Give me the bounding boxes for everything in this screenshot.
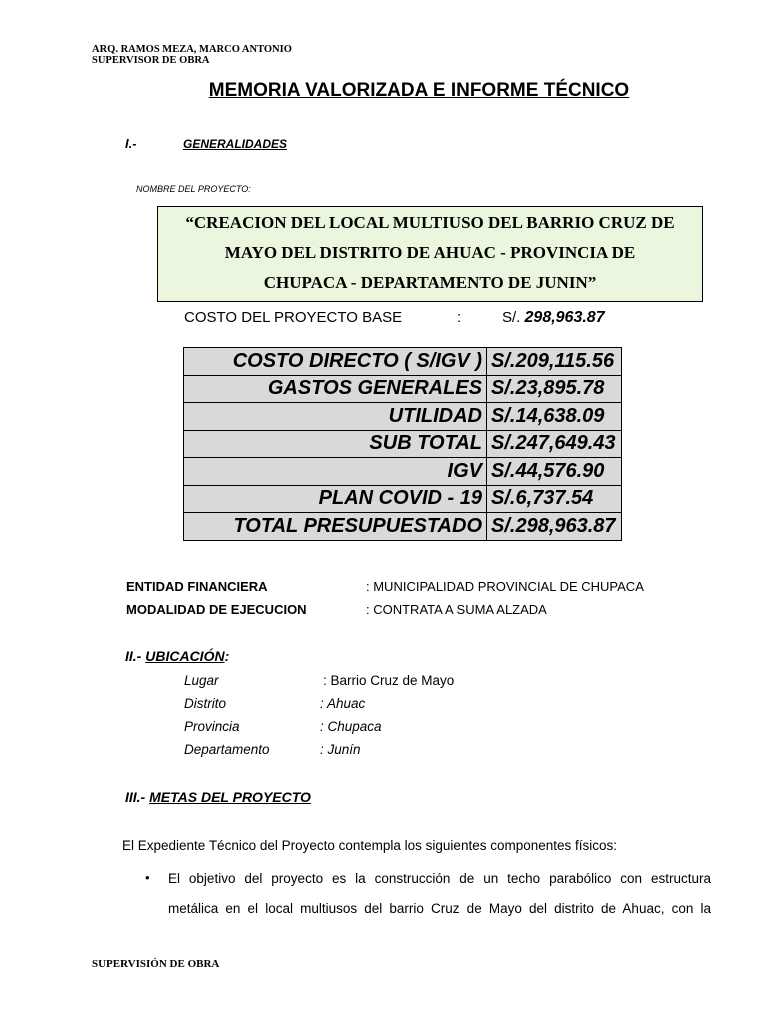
table-row (184, 375, 622, 403)
project-name-line: CHUPACA - DEPARTAMENTO DE JUNIN” (263, 273, 597, 292)
section3-title (125, 789, 311, 805)
bullet-line: metálica en el local multiusos del barrio Cruz de Mayo del distrito de Ahuac, con la (168, 901, 711, 916)
bullet-icon: • (145, 870, 150, 885)
budget-value: S/.247,649.43 (487, 430, 622, 458)
table-row (184, 403, 622, 431)
budget-label: IGV (184, 458, 487, 486)
section2-number: II.- (125, 648, 142, 664)
budget-value: S/.209,115.56 (487, 348, 622, 376)
section3-intro: El Expediente Técnico del Proyecto contempla los siguientes componentes físicos: (122, 838, 618, 853)
ubicacion-label: Departamento (184, 742, 270, 757)
section2-title (125, 648, 229, 664)
section2-heading: UBICACIÓN (145, 648, 225, 664)
project-name-label: NOMBRE DEL PROYECTO: (136, 184, 251, 194)
table-row (184, 458, 622, 486)
ubicacion-value: : Ahuac (320, 696, 366, 711)
page-title: MEMORIA VALORIZADA E INFORME TÉCNICO (208, 80, 630, 101)
header-author: ARQ. RAMOS MEZA, MARCO ANTONIO (92, 44, 292, 55)
ubicacion-label: Distrito (184, 696, 227, 711)
header-role: SUPERVISOR DE OBRA (92, 55, 210, 66)
entidad-label: ENTIDAD FINANCIERA (126, 579, 268, 594)
table-row (184, 430, 622, 458)
budget-label: COSTO DIRECTO ( S/IGV ) (184, 348, 487, 376)
base-cost-label: COSTO DEL PROYECTO BASE (184, 309, 403, 326)
section3-heading: METAS DEL PROYECTO (149, 789, 311, 805)
budget-value: S/.44,576.90 (487, 458, 622, 486)
budget-value: S/.23,895.78 (487, 375, 622, 403)
bullet-text (168, 864, 711, 924)
base-cost-amount: 298,963.87 (524, 309, 605, 326)
budget-label: PLAN COVID - 19 (184, 485, 487, 513)
modalidad-value: : CONTRATA A SUMA ALZADA (366, 602, 547, 617)
project-name (157, 206, 703, 298)
base-cost-value (502, 309, 605, 327)
budget-value: S/.14,638.09 (487, 403, 622, 431)
table-row (184, 348, 622, 376)
footer: SUPERVISIÓN DE OBRA (92, 958, 220, 970)
base-cost-separator: : (457, 309, 462, 326)
project-name-line: MAYO DEL DISTRITO DE AHUAC - PROVINCIA DE (224, 243, 636, 262)
budget-label: GASTOS GENERALES (184, 375, 487, 403)
budget-label: SUB TOTAL (184, 430, 487, 458)
project-name-line: “CREACION DEL LOCAL MULTIUSO DEL BARRIO CRUZ DE (185, 213, 675, 232)
ubicacion-value: : Junín (320, 742, 361, 757)
budget-value: S/.6,737.54 (487, 485, 622, 513)
base-cost-currency: S/. (502, 309, 521, 326)
section1-number: I.- (125, 136, 137, 151)
section1-heading: GENERALIDADES (183, 137, 288, 151)
bullet-line: El objetivo del proyecto es la construcción de un techo parabólico con estructura (168, 871, 711, 886)
ubicacion-value: : Chupaca (320, 719, 382, 734)
budget-table (183, 347, 622, 541)
modalidad-label: MODALIDAD DE EJECUCION (126, 602, 307, 617)
budget-value: S/.298,963.87 (487, 513, 622, 541)
ubicacion-label: Lugar (184, 673, 219, 688)
budget-label: TOTAL PRESUPUESTADO (184, 513, 487, 541)
entidad-value: : MUNICIPALIDAD PROVINCIAL DE CHUPACA (366, 579, 644, 594)
section3-number: III.- (125, 789, 146, 805)
table-row (184, 513, 622, 541)
ubicacion-value: : Barrio Cruz de Mayo (323, 673, 455, 688)
budget-label: UTILIDAD (184, 403, 487, 431)
ubicacion-label: Provincia (184, 719, 240, 734)
table-row (184, 485, 622, 513)
section2-suffix: : (224, 648, 230, 664)
